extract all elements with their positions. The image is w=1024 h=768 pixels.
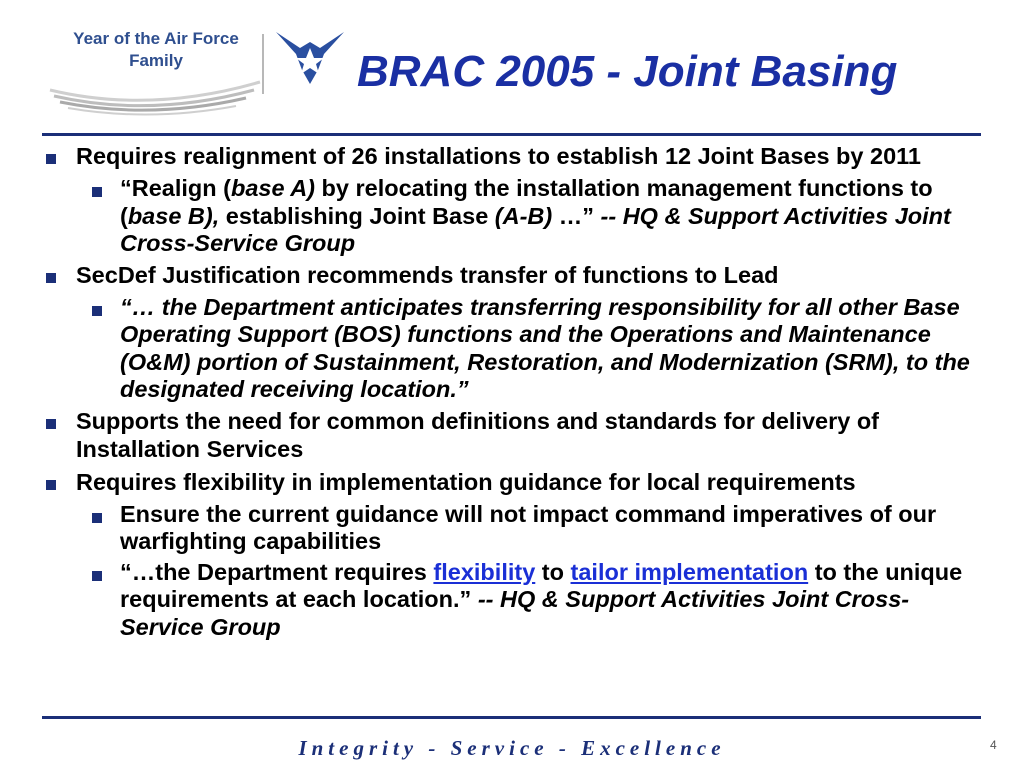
square-bullet-icon: [92, 513, 102, 523]
top-rule: [42, 133, 981, 136]
quote-joint-base: (A-B): [494, 202, 553, 229]
footer-motto: Integrity - Service - Excellence: [298, 736, 726, 760]
quote-attribution: -- HQ & Support Activities Joint Cross-Service Group: [120, 202, 951, 256]
tailor-implementation-link[interactable]: tailor implementation: [570, 558, 809, 585]
quote-text: establishing Joint Base: [219, 202, 495, 229]
quote-attribution: -- HQ & Support Activities Joint Cross-Service Group: [120, 586, 910, 640]
square-bullet-icon: [92, 571, 102, 581]
quote-base-b: base B),: [127, 202, 220, 229]
logo-text: [46, 28, 266, 72]
bullet-2-sub-1: [44, 294, 989, 404]
quote-text: “Realign (: [120, 175, 231, 201]
bottom-rule: [42, 716, 981, 719]
bullet-2: [44, 261, 989, 289]
bullet-4-sub-1-text: Ensure the current guidance will not impact command imperatives of our warfighting capabilities: [120, 500, 937, 554]
quote-text: to the unique requirements at each location.”: [120, 558, 963, 612]
bullet-1-text: Requires realignment of 26 installations to establish 12 Joint Bases by 2011: [76, 143, 921, 169]
year-of-air-force-family-logo: [40, 28, 270, 118]
flexibility-link[interactable]: flexibility: [433, 558, 536, 585]
bullet-1: [44, 142, 989, 170]
bullet-4-sub-2: [44, 559, 989, 642]
square-bullet-icon: [92, 306, 102, 316]
page-number: 4: [990, 738, 997, 752]
square-bullet-icon: [46, 154, 56, 164]
bullet-1-sub-1: [44, 175, 989, 258]
bullet-2-text: SecDef Justification recommends transfer of functions to Lead: [76, 261, 779, 288]
square-bullet-icon: [46, 419, 56, 429]
bullet-3: [44, 407, 989, 463]
square-bullet-icon: [46, 273, 56, 283]
bullet-4-sub-1: [44, 501, 989, 556]
quote-text: to: [535, 558, 571, 585]
bullet-2-sub-1-text: “… the Department anticipates transferring responsibility for all other Base Operating Support (BOS) functions and the Operations and Maintenance (O&M) portion of Sustainment, Restoration, and Modernization (SRM), to the designated receiving location.”: [120, 293, 970, 402]
swoosh-graphic: [40, 68, 270, 118]
slide-title: BRAC 2005 - Joint Basing: [357, 47, 898, 96]
logo-line-1: Year of the Air Force: [73, 29, 239, 48]
square-bullet-icon: [92, 187, 102, 197]
quote-text: …”: [552, 202, 601, 229]
bullet-4-text: Requires flexibility in implementation guidance for local requirements: [76, 468, 856, 495]
bullet-3-text: Supports the need for common definitions and standards for delivery of Installation Services: [76, 407, 880, 462]
bullet-4: [44, 468, 989, 496]
quote-text: “…the Department requires: [120, 558, 434, 585]
square-bullet-icon: [46, 480, 56, 490]
quote-text: by relocating the installation management functions to (: [120, 175, 933, 229]
quote-base-a: base A): [230, 175, 316, 201]
logo-line-2: Family: [129, 51, 183, 70]
air-force-symbol-icon: [274, 28, 346, 88]
logo-divider: [262, 34, 264, 94]
bullet-list: [44, 142, 989, 644]
